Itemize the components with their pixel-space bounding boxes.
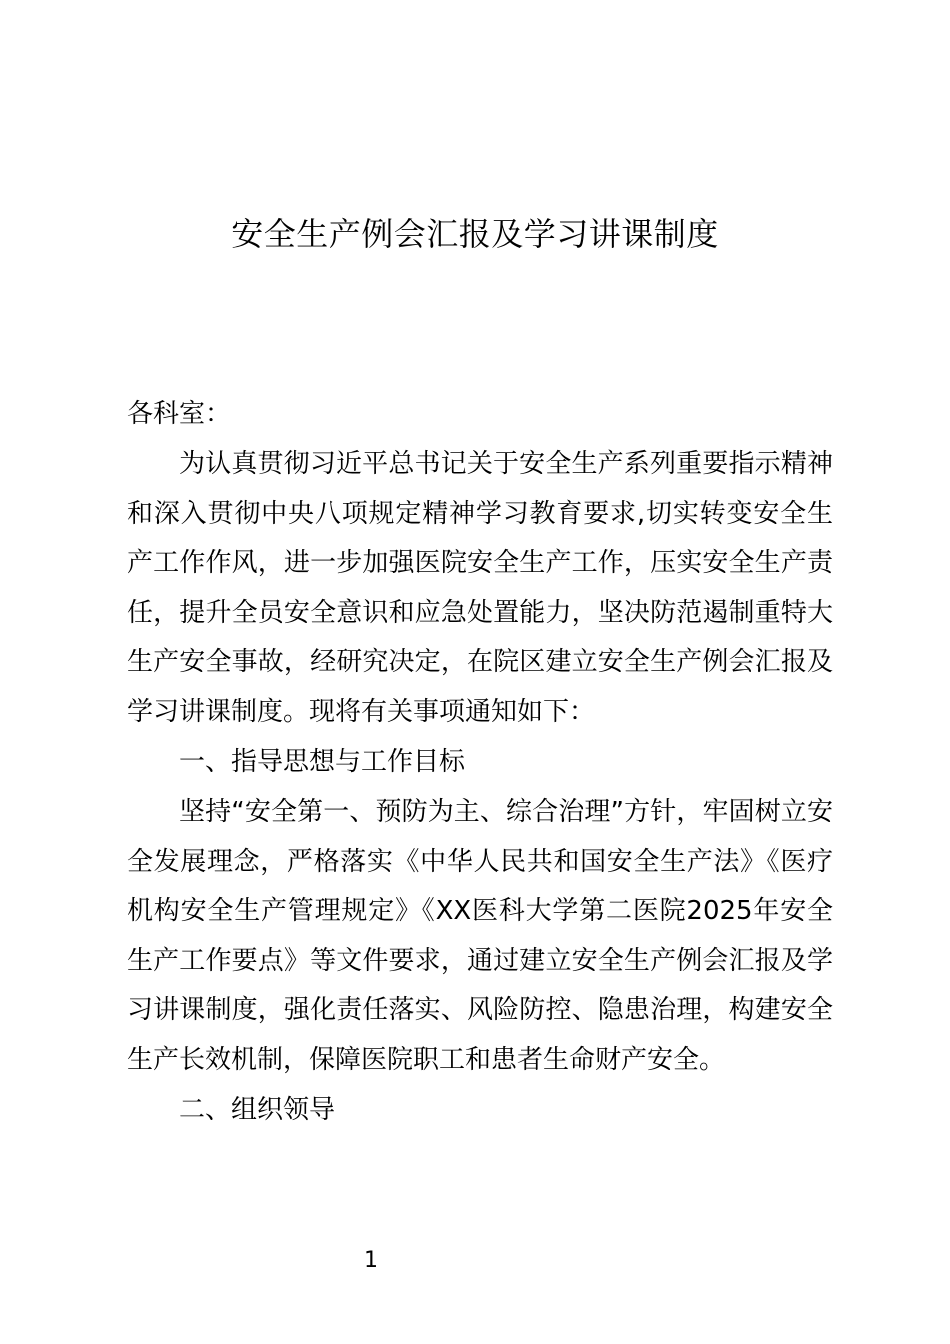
section-1-paragraph: 坚持“安全第一、预防为主、综合治理”方针，牢固树立安全发展理念，严格落实《中华人民共和国安全生产法》《医疗机构安全生产管理规定》《XX医科大学第二医院2025年安全生产工作要点》等文件要求，通过建立安全生产例会汇报及学习讲课制度，强化责任落实、风险防控、隐患治理，构建安全生产长效机制，保障医院职工和患者生命财产安全。 bbox=[127, 797, 833, 1075]
document-title: 安全生产例会汇报及学习讲课制度 bbox=[231, 215, 719, 253]
salutation: 各科室： bbox=[127, 399, 232, 429]
section-2-heading: 二、组织领导 bbox=[179, 1095, 336, 1125]
intro-paragraph: 为认真贯彻习近平总书记关于安全生产系列重要指示精神和深入贯彻中央八项规定精神学习教育要求,切实转变安全生产工作作风，进一步加强医院安全生产工作，压实安全生产责任，提升全员安全意识和应急处置能力，坚决防范遏制重特大生产安全事故，经研究决定，在院区建立安全生产例会汇报及学习讲课制度。现将有关事项通知如下： bbox=[127, 449, 833, 727]
section-1-heading: 一、指导思想与工作目标 bbox=[179, 747, 466, 777]
page-number: 1 bbox=[364, 1248, 378, 1273]
